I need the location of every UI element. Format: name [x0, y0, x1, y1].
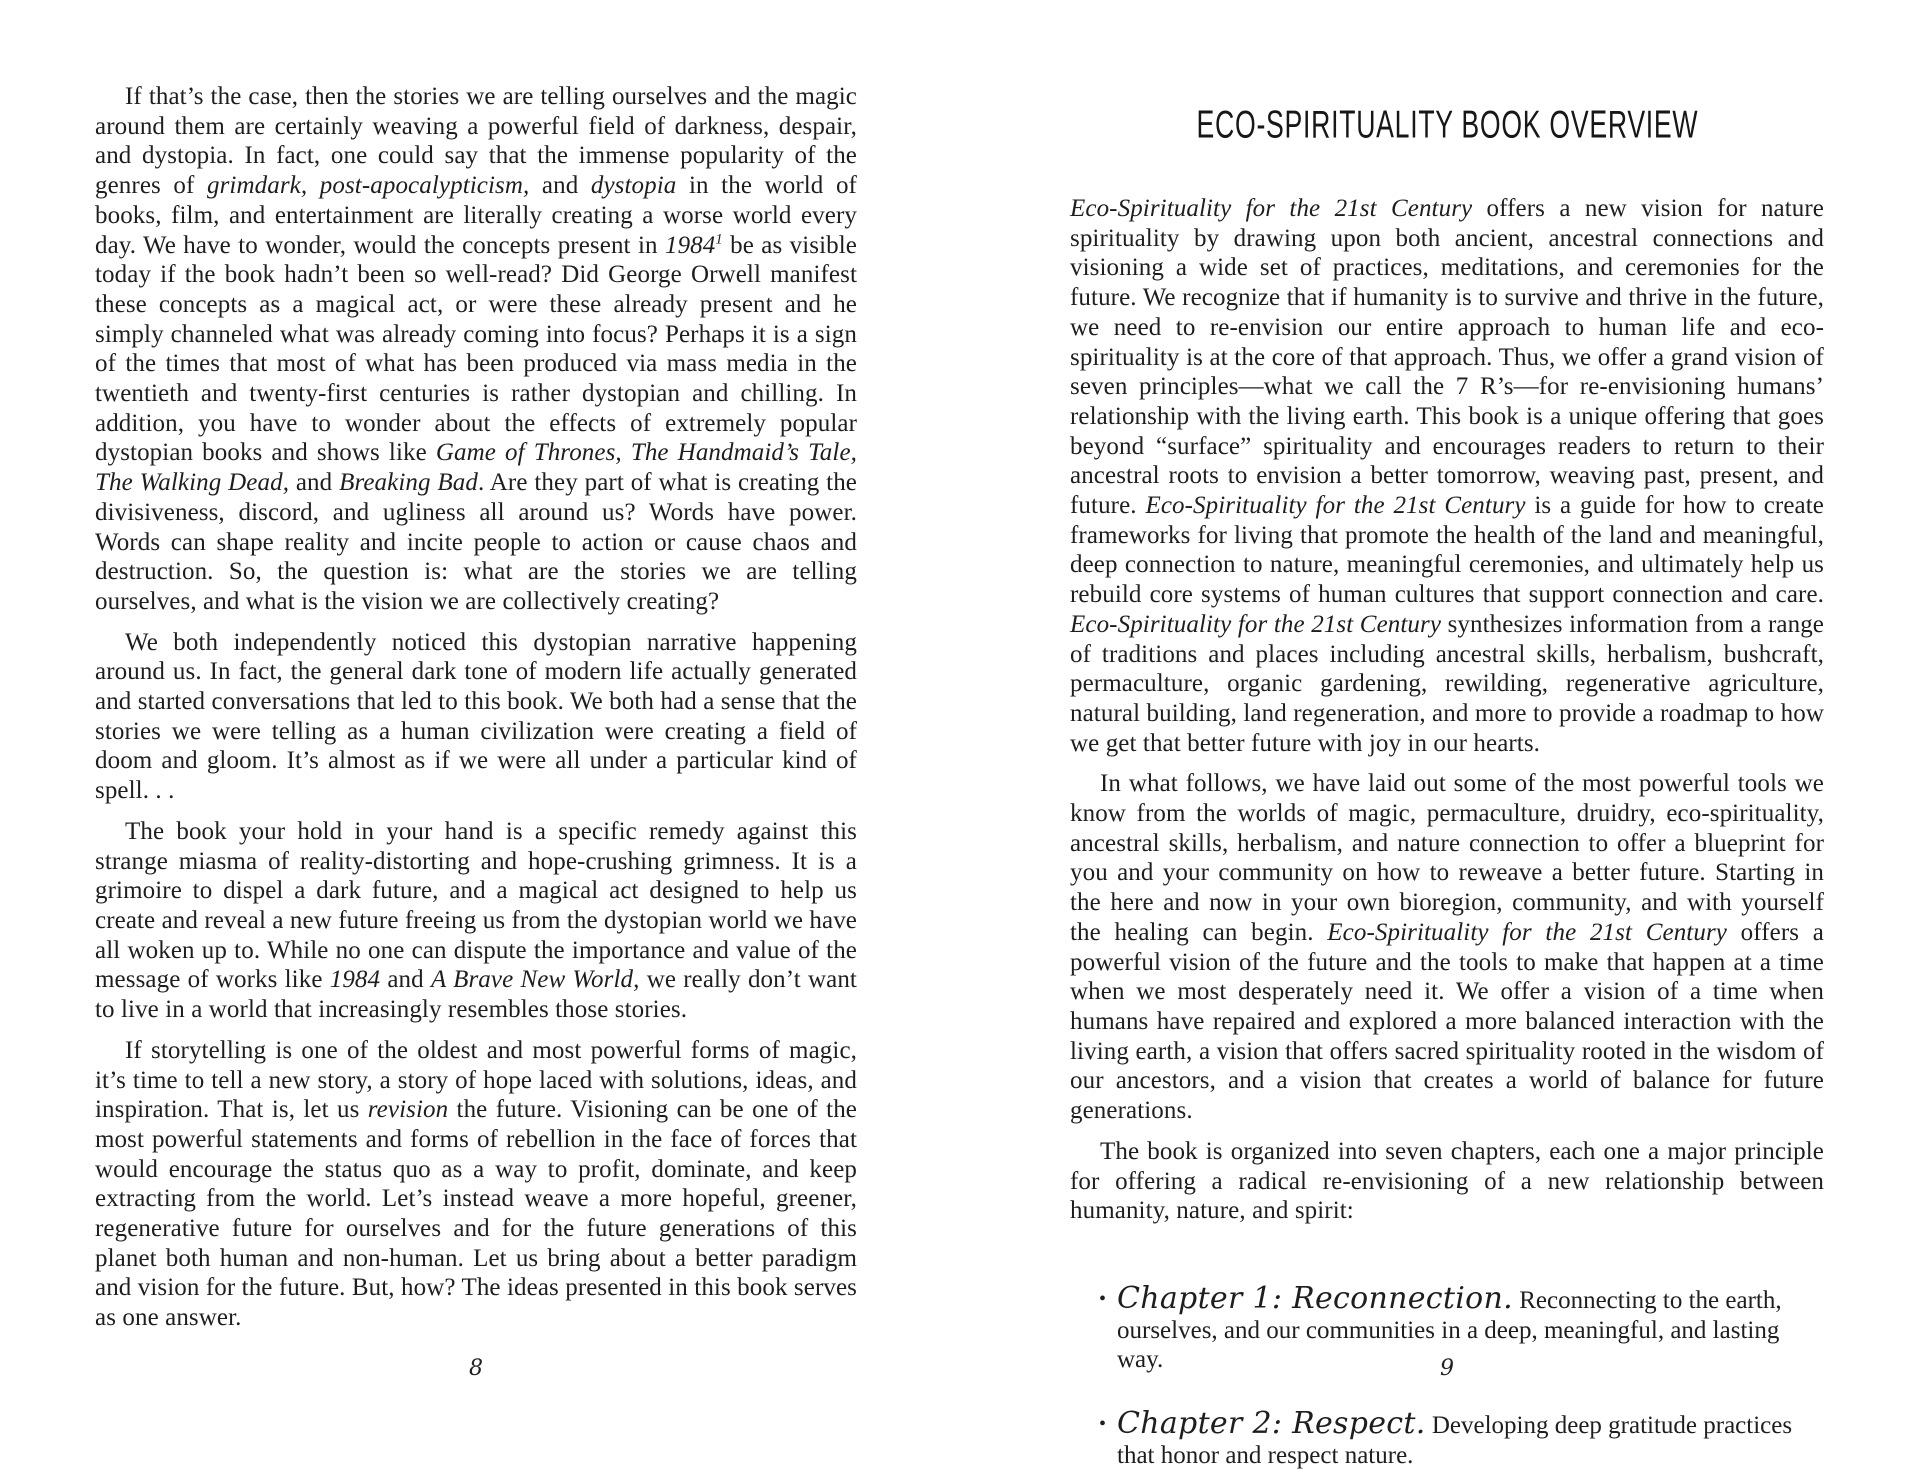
left-paragraph-4: If storytelling is one of the oldest and most powerful forms of magic, it’s time to tell a new story, a story of hope laced with solutions, ideas, and inspiration. That is, let us revision the future. Visioning can be one of the most powerful statements and forms of rebellion in the face of forces that would encourage the status quo as a way to profit, dominate, and keep extracting from the world. Let’s instead weave a more hopeful, greener, regenerative future for ourselves and for the future generations of this planet both human and non-human. Let us bring about a better paradigm and vision for the future. But, how? The ideas presented in this book serves as one answer.	[95, 1036, 858, 1332]
right-paragraph-2: In what follows, we have laid out some of the most powerful tools we know from the worlds of magic, permaculture, druidry, eco-spirituality, ancestral skills, herbalism, and nature connection to offer a blueprint for you and your community on how to reweave a better future. Starting in the here and now in your own bioregion, community, and with yourself the healing can begin. Eco-Spirituality for the 21st Century offers a powerful vision of the future and the tools to make that happen at a time when we most desperately need it. We offer a vision of a time when humans have repaired and explored a more balanced interaction with the living earth, a vision that offers sacred spirituality rooted in the wisdom of our ancestors, and a vision that creates a world of balance for future generations.	[1070, 770, 1824, 1125]
right-paragraph-1: Eco-Spirituality for the 21st Century offers a new vision for nature spirituality by drawing upon both ancient, ancestral connections and visioning a wide set of practices, meditations, and ceremonies for the future. We recognize that if humanity is to survive and thrive in the future, we need to re-envision our entire approach to human life and eco-spirituality is at the core of that approach. Thus, we offer a grand vision of seven principles—what we call the 7 R’s—for re-envisioning humans’ relationship with the living earth. This book is a unique offering that goes beyond “surface” spirituality and encourages readers to return to their ancestral roots to envision a better tomorrow, weaving past, present, and future. Eco-Spirituality for the 21st Century is a guide for how to create frameworks for living that promote the health of the land and meaningful, deep connection to nature, meaningful ceremonies, and ultimately help us rebuild core systems of human cultures that support connection and care. Eco-Spirituality for the 21st Century synthesizes information from a range of traditions and places including ancestral skills, herbalism, bushcraft, permaculture, organic gardening, rewilding, regenerative agriculture, natural building, land regeneration, and more to provide a roadmap to how we get that better future with joy in our hearts.	[1070, 195, 1825, 757]
bullet-icon: •	[1099, 1413, 1107, 1436]
list-item-chapter-2	[1070, 1406, 1824, 1470]
left-paragraph-1: If that’s the case, then the stories we are telling ourselves and the magic around them are certainly weaving a powerful field of darkness, despair, and dystopia. In fact, one could say that the immense popularity of the genres of grimdark, post-apocalypticism, and dystopia in the world of books, film, and entertainment are literally creating a worse world every day. We have to wonder, would the concepts present in 1984$^1$ be as visible today if the book hadn’t been so well-read? Did George Orwell manifest these concepts as a magical act, or were these already present and he simply channeled what was already coming into focus? Perhaps it is a sign of the times that most of what has been produced via mass media in the twentieth and twenty-first centuries is rather dystopian and chilling. In addition, you have to wonder about the effects of extremely popular dystopian books and shows like Game of Thrones, The Handmaid’s Tale, The Walking Dead, and Breaking Bad. Are they part of what is creating the divisiveness, discord, and ugliness all around us? Words have power. Words can shape reality and incite people to action or cause chaos and destruction. So, the question is: what are the stories we are telling ourselves, and what is the vision we are collectively creating?	[95, 83, 857, 615]
page-number-right: 9	[1440, 1356, 1454, 1381]
chapter-heading-text: ECO-SPIRITUALITY BOOK OVERVIEW	[1196, 102, 1698, 147]
chapter-1-description: Reconnecting to the earth, ourselves, and our communities in a deep, meaningful, and lasting way.	[1117, 1286, 1782, 1374]
list-item-content	[1117, 1406, 1824, 1470]
bullet-icon: •	[1099, 1287, 1107, 1310]
left-paragraph-2: We both independently noticed this dystopian narrative happening around us. In fact, the general dark tone of modern life actually generated and started conversations that led to this book. We both had a sense that the stories we were telling as a human civilization were creating a field of doom and gloom. It’s almost as if we were all under a particular kind of spell. . .	[95, 628, 857, 805]
page-left-text	[95, 82, 857, 1333]
chapter-heading	[1070, 104, 1824, 146]
left-paragraph-3: The book your hold in your hand is a specific remedy against this strange miasma of reality-distorting and hope-crushing grimness. It is a grimoire to dispel a dark future, and a magical act designed to help us create and reveal a new future freeing us from the dystopian world we have all woken up to. While no one can dispute the importance and value of the message of works like 1984 and A Brave New World, we really don’t want to live in a world that increasingly resembles those stories.	[95, 817, 857, 1024]
chapter-1-label: Chapter 1: Reconnection.	[1117, 1280, 1513, 1316]
page-right-text	[1070, 104, 1824, 1470]
chapter-2-label: Chapter 2: Respect.	[1117, 1406, 1426, 1442]
chapter-2-description: Developing deep gratitude practices that honor and respect nature.	[1117, 1412, 1793, 1469]
right-paragraph-3: The book is organized into seven chapters, each one a major principle for offering a radical re-envisioning of a new relationship between humanity, nature, and spirit:	[1070, 1137, 1824, 1225]
page-number-left: 8	[469, 1356, 483, 1381]
